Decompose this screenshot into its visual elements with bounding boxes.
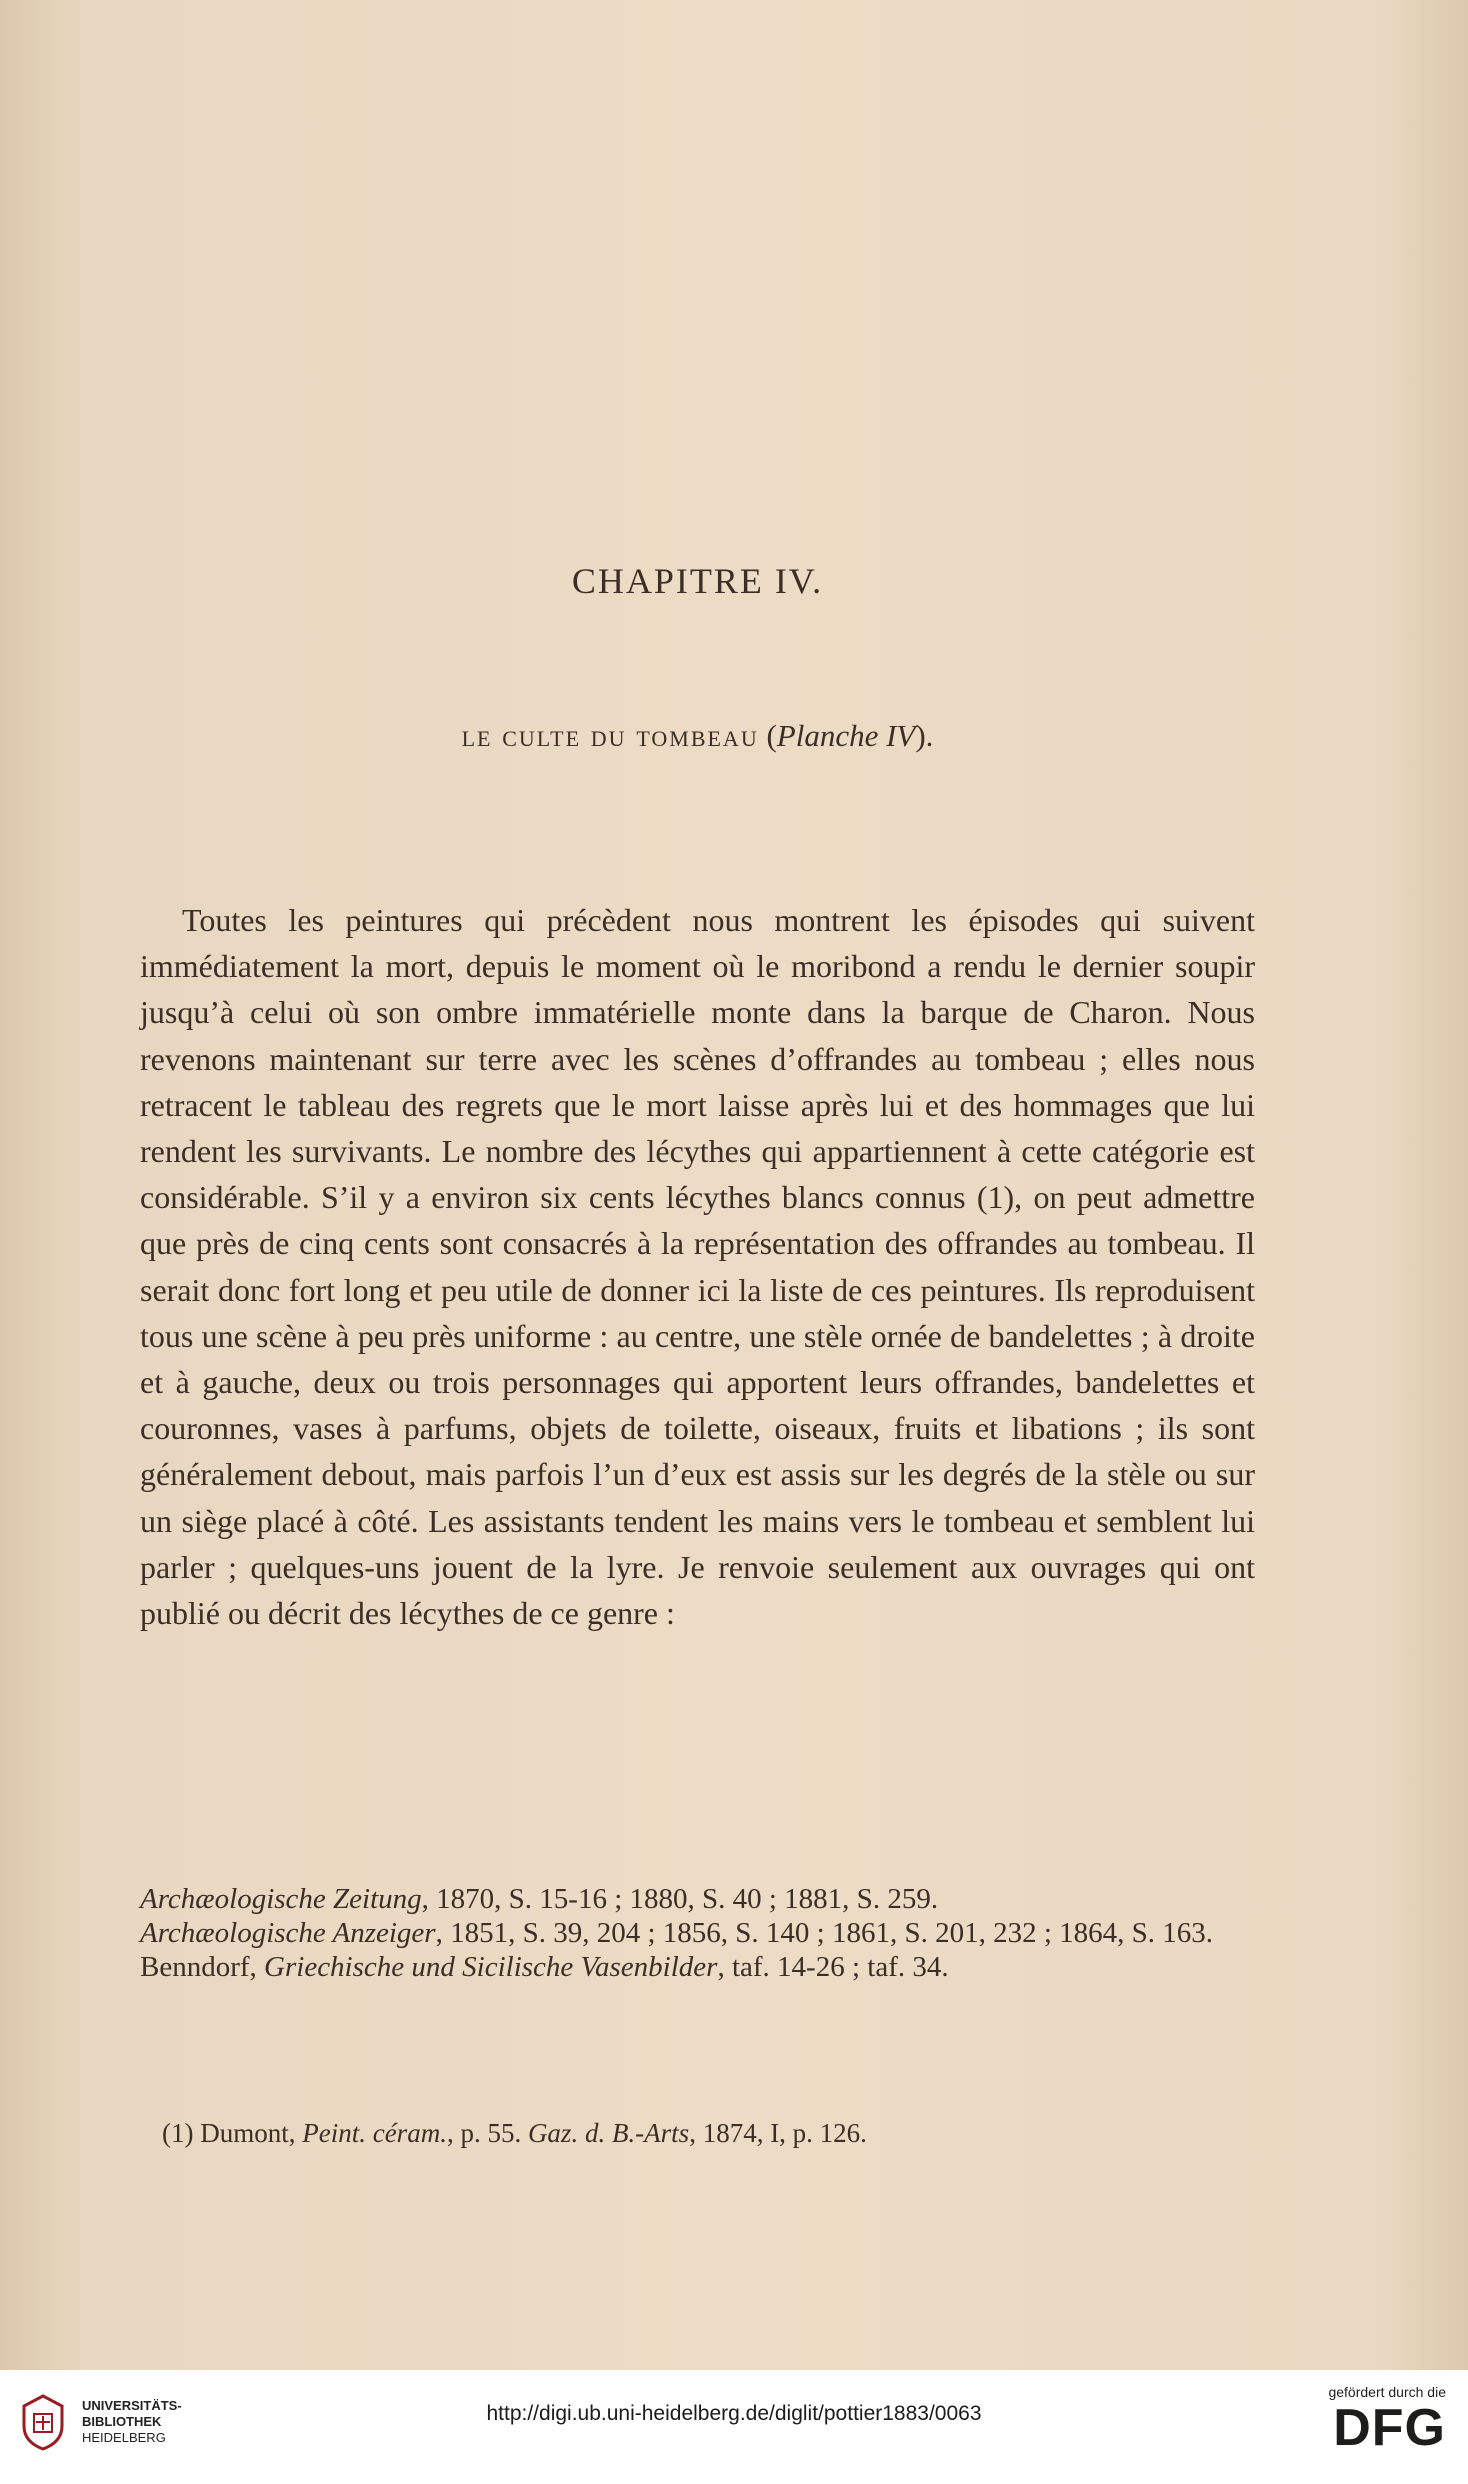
subtitle-close: ).: [915, 718, 934, 753]
dfg-wordmark: DFG: [1333, 2399, 1446, 2457]
book-page: [140, 0, 1255, 2370]
footnote-lead: (1) Dumont,: [162, 2118, 303, 2148]
funding-label: gefördert durch die: [1328, 2384, 1446, 2400]
footnote-journal: Gaz. d. B.-Arts: [527, 2118, 690, 2148]
logo-line: HEIDELBERG: [82, 2430, 166, 2445]
body-paragraph: Toutes les peintures qui précèdent nous montrent les épisodes qui suivent immédiatement la mort, depuis le moment où le moribond a rendu le dernier soupir jusqu’à celui où son ombre immatérielle monte dans la barque de Charon. Nous revenons maintenant sur terre avec les scènes d’offrandes au tombeau ; elles nous retracent le tableau des regrets que le mort laisse après lui et des hommages que lui rendent les survivants. Le nombre des lécythes qui appartiennent à cette catégorie est considérable. S’il y a environ six cents lécythes blancs connus (1), on peut admettre que près de cinq cents sont consacrés à la représentation des offrandes au tombeau. Il serait donc fort long et peu utile de donner ici la liste de ces peintures. Ils reproduisent tous une scène à peu près uniforme : au centre, une stèle ornée de bandelettes ; à droite et à gauche, deux ou trois personnages qui apportent leurs offrandes, bandelettes et couronnes, vases à parfums, objets de toilette, oiseaux, fruits et libations ; ils sont généralement debout, mais parfois l’un d’eux est assis sur les degrés de la stèle ou sur un siège placé à côté. Les assistants tendent les mains vers le tombeau et semblent lui parler ; quelques-uns jouent de la lyre. Je renvoie seulement aux ouvrages qui ont publié ou décrit des lécythes de ce genre :: [140, 902, 1255, 1632]
reference-item: [140, 1916, 1255, 1950]
subtitle-caps: le culte du tombeau: [461, 718, 759, 753]
reference-detail: , taf. 14-26 ; taf. 34.: [717, 1951, 949, 1983]
footnote-detail: , 1874, I, p. 126.: [689, 2118, 867, 2148]
chapter-heading: CHAPITRE IV.: [571, 561, 824, 601]
logo-line: UNIVERSITÄTS-: [82, 2398, 182, 2413]
footnote: [162, 2118, 1255, 2149]
reference-title: Archæologische Anzeiger: [140, 1917, 436, 1949]
document-url-link[interactable]: http://digi.ub.uni-heidelberg.de/diglit/pottier1883/0063: [486, 2402, 982, 2425]
viewer-footer: [0, 2370, 1468, 2484]
reference-list: [140, 1882, 1255, 1984]
reference-item: [140, 1950, 1255, 1984]
logo-line: BIBLIOTHEK: [82, 2414, 162, 2429]
reference-detail: , 1851, S. 39, 204 ; 1856, S. 140 ; 1861, S. 201, 232 ; 1864, S. 163.: [435, 1917, 1214, 1949]
footnote-page: , p. 55.: [446, 2118, 528, 2148]
reference-detail: , 1870, S. 15-16 ; 1880, S. 40 ; 1881, S. 259.: [421, 1883, 939, 1915]
reference-author: Benndorf,: [140, 1951, 265, 1983]
subtitle-plate: Planche IV: [776, 718, 916, 753]
footnote-title: Peint. céram.: [302, 2118, 447, 2148]
reference-title: Griechische und Sicilische Vasenbilder: [264, 1951, 718, 1983]
reference-title: Archæologische Zeitung: [140, 1883, 422, 1915]
reference-item: [140, 1882, 1255, 1916]
subtitle-open: (: [766, 718, 777, 753]
dfg-logo[interactable]: [1328, 2384, 1446, 2456]
chapter-subtitle: [140, 718, 1255, 754]
